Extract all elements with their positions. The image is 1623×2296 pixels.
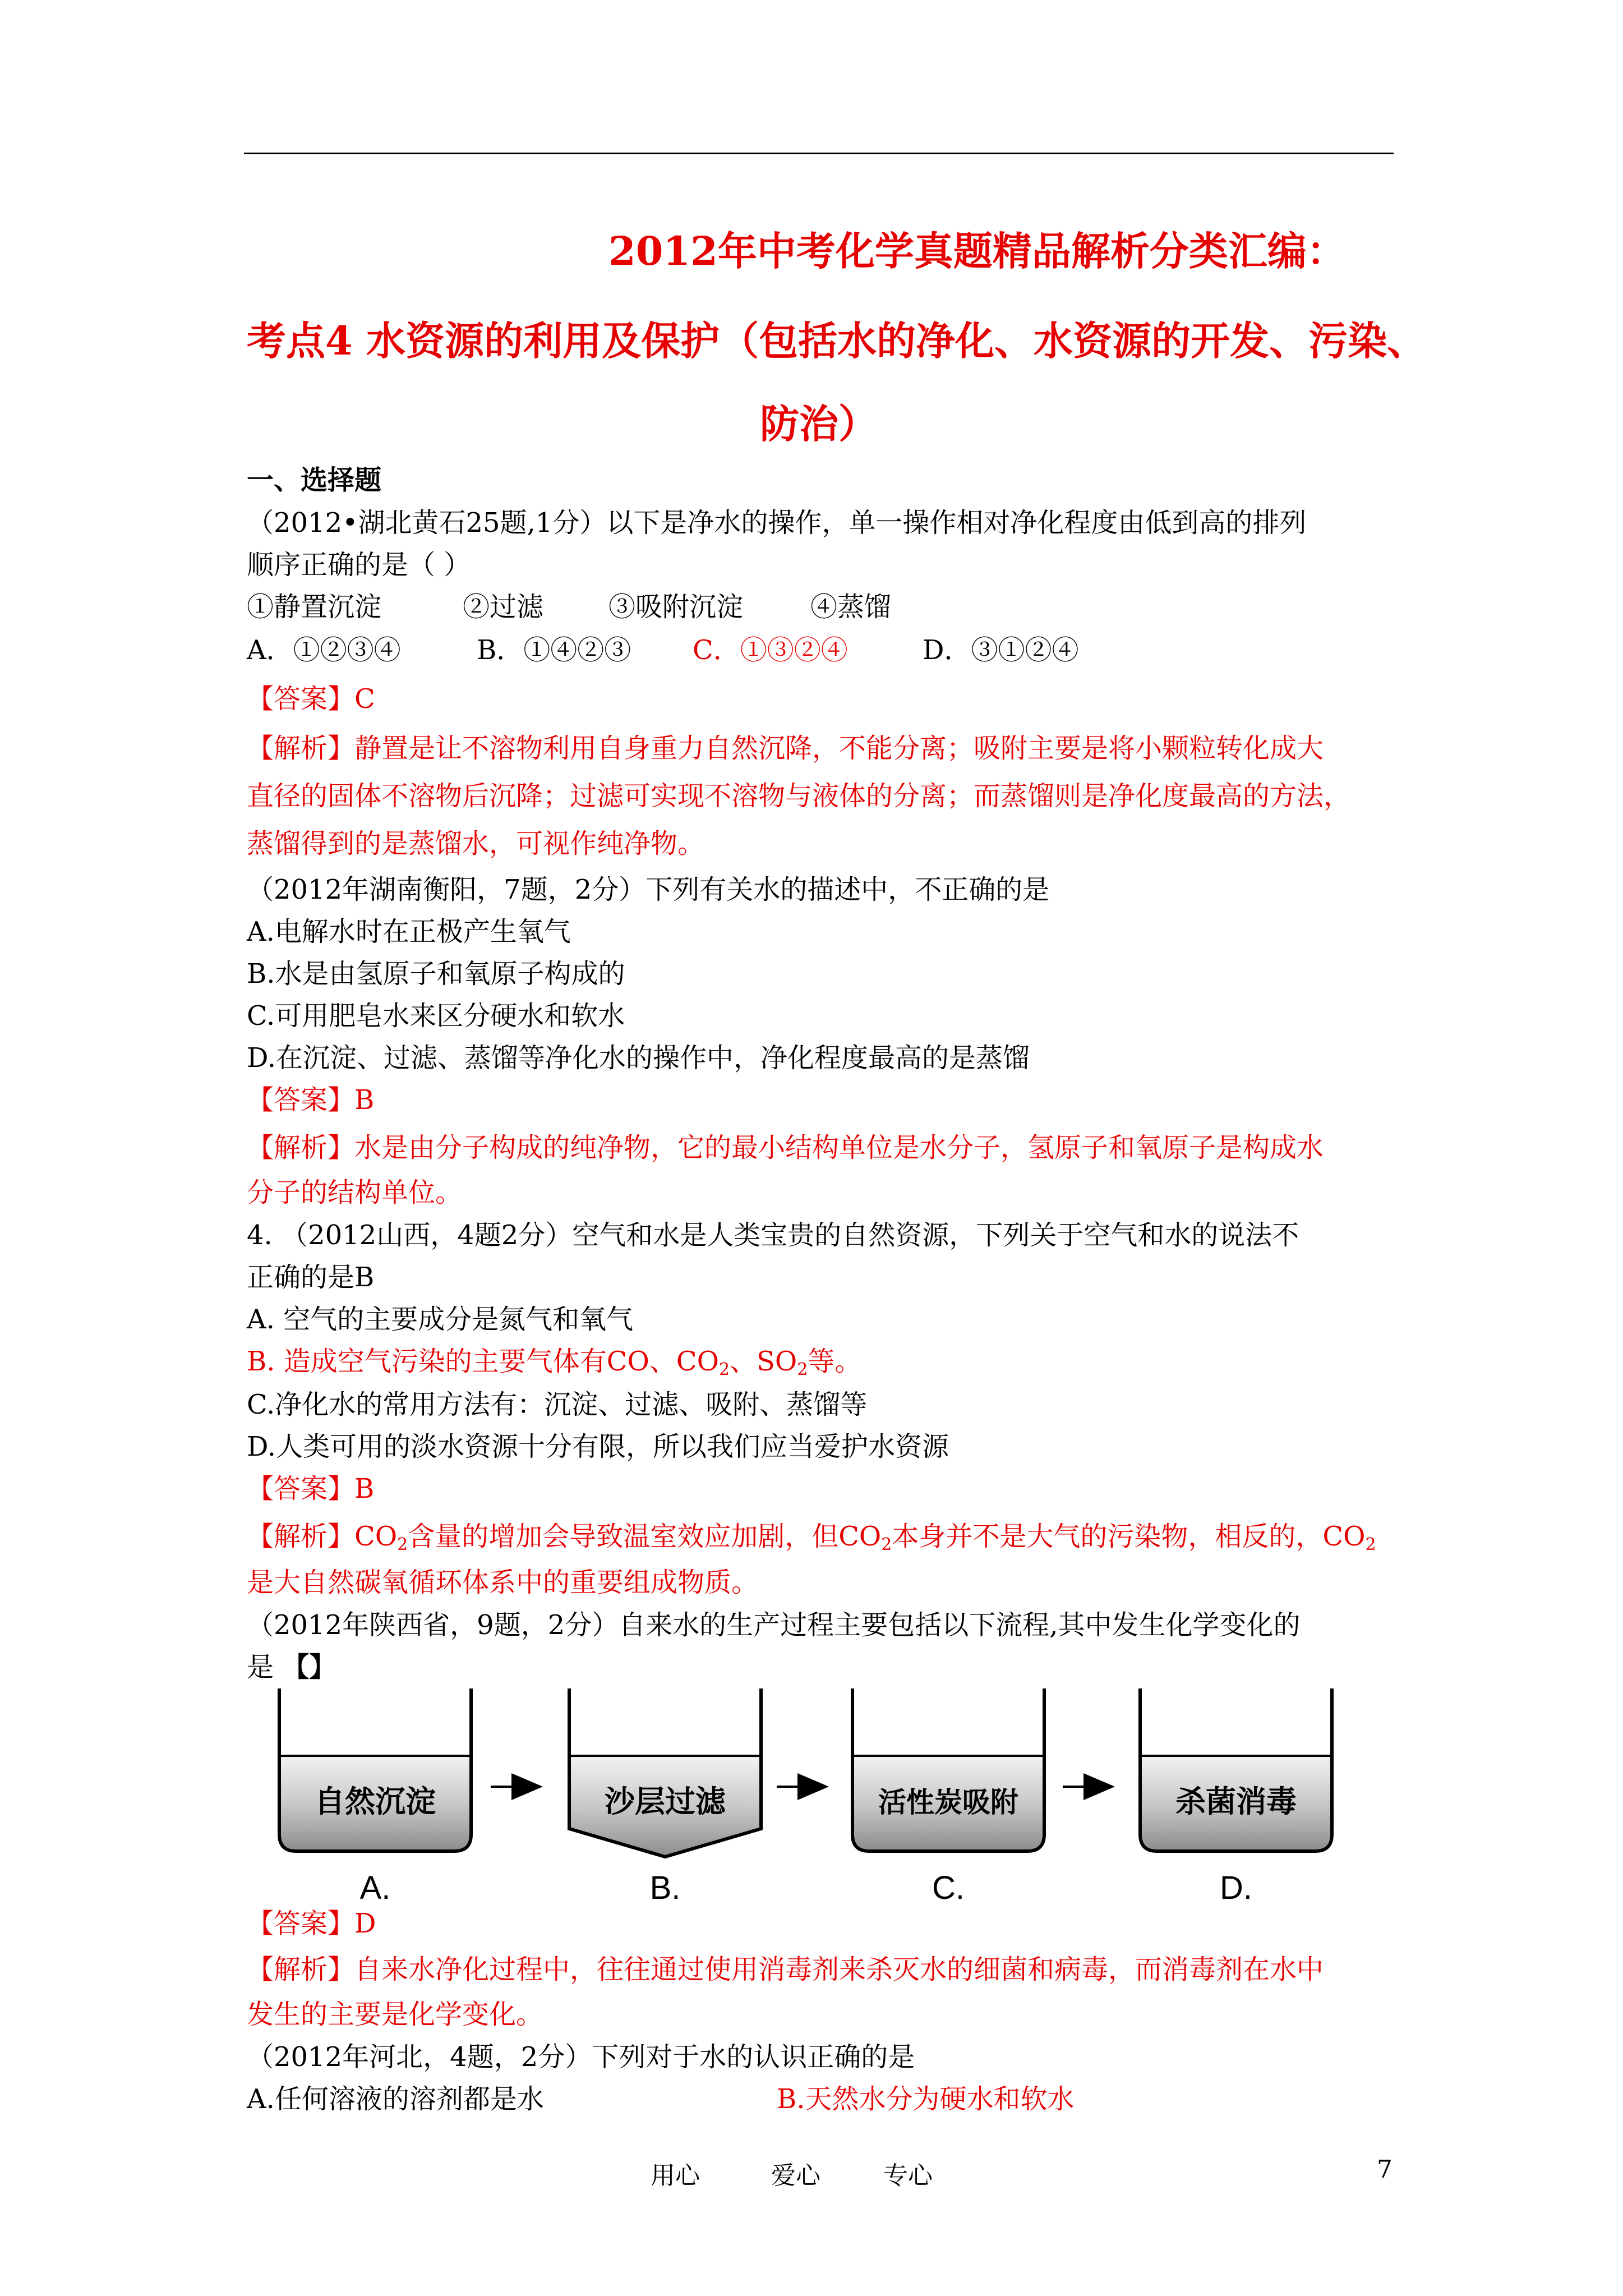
flow-step-c-letter: C. (932, 1870, 965, 1906)
flow-step-a-letter: A. (359, 1870, 391, 1906)
answer-tag: 【答案】 (247, 683, 355, 715)
q1-option-b: B．①④②③ (477, 634, 631, 666)
q1-item-3: ③吸附沉淀 (608, 591, 744, 623)
footer-text-2: 爱心 (771, 2161, 820, 2190)
q1-item-2: ②过滤 (463, 591, 544, 623)
flow-step-a-label: 自然沉淀 (315, 1784, 436, 1819)
q2-stem: （2012年湖南衡阳，7题，2分）下列有关水的描述中，不正确的是 (247, 874, 1050, 905)
q2-analysis-1 (247, 1134, 1324, 1161)
answer-bracket: 【】 (282, 1651, 336, 1683)
header-rule (244, 153, 1394, 154)
text: 、SO (730, 1346, 797, 1377)
title-line-2: 考点4 水资源的利用及保护（包括水的净化、水资源的开发、污染、 (247, 318, 1427, 364)
answer-tag: 【答案】 (247, 1908, 355, 1939)
analysis-text: 水是由分子构成的纯净物，它的最小结构单位是水分子，氢原子和氧原子是构成水 (354, 1132, 1324, 1163)
q3-stem-1: 4. （2012山西，4题2分）空气和水是人类宝贵的自然资源，下列关于空气和水的说法不 (247, 1220, 1299, 1251)
section-heading: 一、选择题 (247, 464, 382, 496)
q1-stem-2: 顺序正确的是（ ） (247, 549, 471, 581)
subscript: 2 (881, 1535, 892, 1554)
flow-step-d-letter: D. (1220, 1870, 1252, 1906)
text: CO (354, 1521, 398, 1552)
q1-analysis-2: 直径的固体不溶物后沉降；过滤可实现不溶物与液体的分离；而蒸馏则是净化度最高的方法， (247, 780, 1351, 812)
q5-stem: （2012年河北，4题，2分）下列对于水的认识正确的是 (247, 2041, 915, 2073)
q4-analysis-2: 发生的主要是化学变化。 (247, 1999, 543, 2030)
title-line-1: 2012年中考化学真题精品解析分类汇编： (608, 228, 1346, 274)
analysis-tag: 【解析】 (247, 1954, 355, 1985)
q1-option-d: D．③①②④ (923, 634, 1079, 666)
text: 是 (247, 1651, 283, 1683)
q3-option-c: C.净化水的常用方法有：沉淀、过滤、吸附、蒸馏等 (247, 1389, 868, 1420)
subscript: 2 (397, 1535, 408, 1554)
water-treatment-flow-diagram (269, 1688, 1357, 1913)
flow-step-d-label: 杀菌消毒 (1175, 1784, 1297, 1819)
q5-option-a: A.任何溶液的溶剂都是水 (247, 2083, 544, 2115)
q4-stem-1: （2012年陕西省，9题，2分）自来水的生产过程主要包括以下流程,其中发生化学变化的 (247, 1609, 1301, 1641)
title-line-3: 防治） (760, 401, 878, 447)
q3-option-a: A. 空气的主要成分是氮气和氧气 (247, 1304, 634, 1335)
q3-option-b (247, 1346, 862, 1379)
subscript: 2 (1365, 1535, 1376, 1554)
analysis-tag: 【解析】 (247, 1521, 355, 1552)
subscript: 2 (797, 1360, 808, 1379)
q3-analysis-2: 是大自然碳氧循环体系中的重要组成物质。 (247, 1567, 759, 1598)
text: B. 造成空气污染的主要气体有CO、CO (247, 1346, 719, 1377)
analysis-tag: 【解析】 (247, 1132, 355, 1163)
footer-text-1: 用心 (651, 2161, 700, 2190)
q5-option-b: B.天然水分为硬水和软水 (777, 2083, 1075, 2115)
q3-analysis-1 (247, 1521, 1376, 1554)
text: 本身并不是大气的污染物，相反的，CO (892, 1521, 1366, 1552)
q2-answer (247, 1084, 375, 1116)
q1-item-4: ④蒸馏 (810, 591, 892, 623)
q4-stem-2 (247, 1651, 336, 1683)
analysis-text: 自来水净化过程中，往往通过使用消毒剂来杀灭水的细菌和病毒，而消毒剂在水中 (354, 1954, 1324, 1985)
answer-value: C (354, 683, 375, 715)
answer-value: B (354, 1473, 375, 1504)
q4-analysis-1 (247, 1956, 1324, 1983)
analysis-tag: 【解析】 (247, 733, 355, 764)
flow-step-b (569, 1688, 761, 1906)
q3-option-d: D.人类可用的淡水资源十分有限，所以我们应当爱护水资源 (247, 1431, 949, 1462)
text: 含量的增加会导致温室效应加剧，但CO (408, 1521, 882, 1552)
q2-analysis-2: 分子的结构单位。 (247, 1177, 463, 1208)
q3-stem-2: 正确的是B (247, 1262, 375, 1293)
text: 等。 (808, 1346, 862, 1377)
q2-option-d: D.在沉淀、过滤、蒸馏等净化水的操作中，净化程度最高的是蒸馏 (247, 1042, 1030, 1074)
answer-value: D (354, 1908, 376, 1939)
q1-answer (247, 683, 375, 715)
q3-answer (247, 1475, 374, 1502)
answer-tag: 【答案】 (247, 1084, 355, 1116)
flow-step-c-label: 活性炭吸附 (878, 1786, 1018, 1819)
q4-answer (247, 1910, 376, 1937)
footer-text-3: 专心 (883, 2161, 933, 2190)
subscript: 2 (718, 1360, 730, 1379)
page-number: 7 (1377, 2155, 1393, 2184)
q1-item-1: ①静置沉淀 (247, 591, 382, 623)
q2-option-b: B.水是由氢原子和氧原子构成的 (247, 958, 625, 990)
q2-option-a: A.电解水时在正极产生氧气 (247, 916, 571, 947)
flow-step-b-letter: B. (649, 1870, 681, 1906)
flow-step-b-label: 沙层过滤 (605, 1784, 726, 1819)
q1-analysis-1 (247, 735, 1324, 762)
q1-analysis-3: 蒸馏得到的是蒸馏水，可视作纯净物。 (247, 828, 705, 859)
q1-option-c: C．①③②④ (693, 634, 848, 666)
analysis-text: 静置是让不溶物利用自身重力自然沉降，不能分离；吸附主要是将小颗粒转化成大 (354, 733, 1324, 764)
flow-step-a (279, 1688, 471, 1906)
flow-step-d (1140, 1688, 1332, 1906)
flow-step-c (852, 1688, 1044, 1906)
q1-option-a: A．①②③④ (247, 634, 401, 666)
answer-tag: 【答案】 (247, 1473, 355, 1504)
q1-stem-1: （2012•湖北黄石25题,1分）以下是净水的操作，单一操作相对净化程度由低到高的排列 (247, 507, 1307, 539)
q2-option-c: C.可用肥皂水来区分硬水和软水 (247, 1000, 625, 1032)
answer-value: B (354, 1084, 375, 1116)
